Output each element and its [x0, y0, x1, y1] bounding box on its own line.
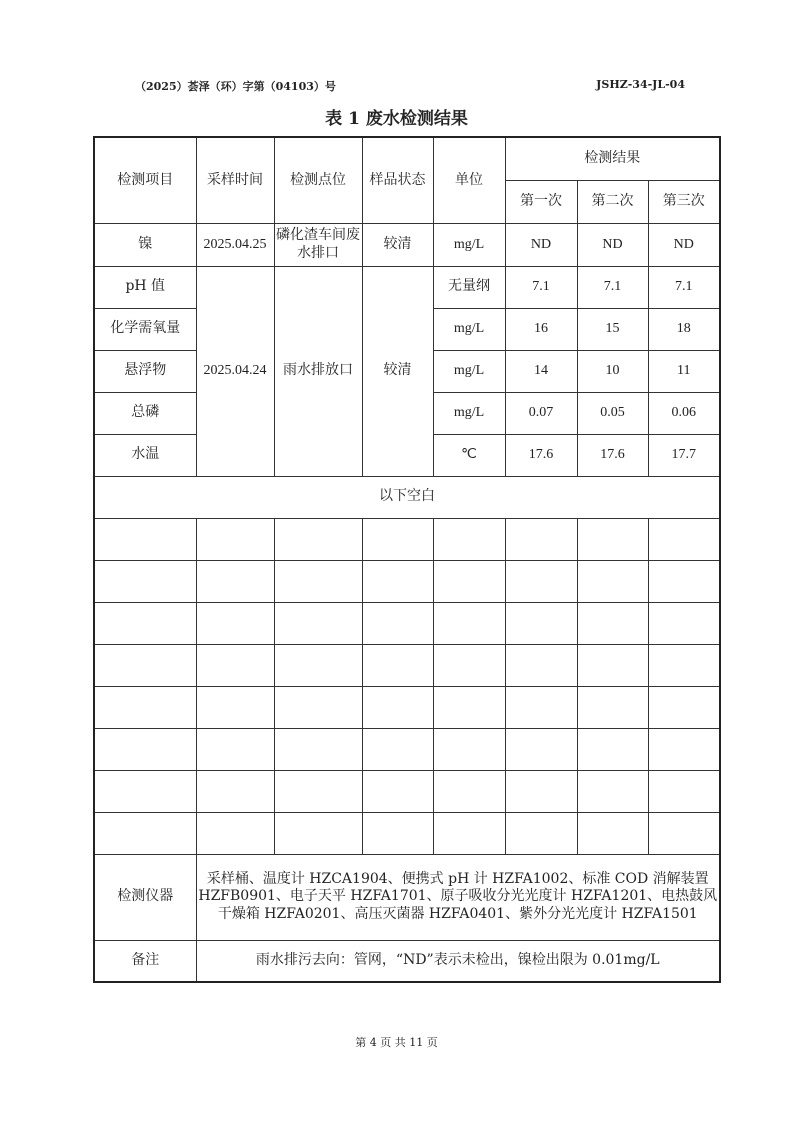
cell-unit: ℃: [433, 434, 505, 476]
cell-result-2: 7.1: [577, 266, 648, 308]
cell-result-2: 15: [577, 308, 648, 350]
cell-point: 雨水排放口: [274, 266, 362, 476]
report-number: （2025）荟泽（环）字第（04103）号: [135, 80, 336, 93]
cell-unit: mg/L: [433, 392, 505, 434]
results-table: [93, 136, 721, 983]
cell-result-1: 14: [505, 350, 577, 392]
cell-result-1: ND: [505, 223, 577, 266]
cell-item: 水温: [94, 434, 196, 476]
cell-unit: 无量纲: [433, 266, 505, 308]
table-title: 表 1 废水检测结果: [325, 109, 468, 129]
document-code: JSHZ-34-JL-04: [596, 78, 685, 91]
empty-row: [94, 602, 720, 644]
cell-result-2: ND: [577, 223, 648, 266]
cell-result-1: 17.6: [505, 434, 577, 476]
cell-unit: mg/L: [433, 350, 505, 392]
cell-state: 较清: [362, 223, 433, 266]
cell-unit: mg/L: [433, 223, 505, 266]
empty-row: [94, 518, 720, 560]
cell-result-3: 0.06: [648, 392, 720, 434]
header-sampling-time: 采样时间: [196, 137, 274, 223]
table-row-nickel: [94, 223, 720, 266]
header-first: 第一次: [505, 180, 577, 223]
cell-unit: mg/L: [433, 308, 505, 350]
cell-result-3: 7.1: [648, 266, 720, 308]
instruments-row: [94, 854, 720, 940]
cell-time: 2025.04.25: [196, 223, 274, 266]
instruments-text: 采样桶、温度计 HZCA1904、便携式 pH 计 HZFA1002、标准 COD 消解装置 HZFB0901、电子天平 HZFA1701、原子吸收分光光度计 HZFA1201、电热鼓风干燥箱 HZFA0201、高压灭菌器 HZFA0401、紫外分光光度计 HZFA1501: [196, 854, 720, 940]
instruments-label: 检测仪器: [94, 854, 196, 940]
cell-result-2: 17.6: [577, 434, 648, 476]
remark-text: 雨水排污去向：管网，“ND”表示未检出，镍检出限为 0.01mg/L: [196, 940, 720, 982]
header-unit: 单位: [433, 137, 505, 223]
table-row: [94, 266, 720, 308]
header-second: 第二次: [577, 180, 648, 223]
empty-row: [94, 728, 720, 770]
cell-result-2: 10: [577, 350, 648, 392]
cell-result-3: ND: [648, 223, 720, 266]
empty-row: [94, 812, 720, 854]
header-sampling-point: 检测点位: [274, 137, 362, 223]
cell-result-3: 18: [648, 308, 720, 350]
header-sample-state: 样品状态: [362, 137, 433, 223]
cell-result-2: 0.05: [577, 392, 648, 434]
cell-point: 磷化渣车间废水排口: [274, 223, 362, 266]
header-item: 检测项目: [94, 137, 196, 223]
empty-row: [94, 644, 720, 686]
blank-note-row: [94, 476, 720, 518]
empty-row: [94, 770, 720, 812]
remark-row: [94, 940, 720, 982]
cell-item: 总磷: [94, 392, 196, 434]
cell-result-1: 7.1: [505, 266, 577, 308]
page-footer: 第 4 页 共 11 页: [355, 1036, 438, 1049]
cell-result-1: 0.07: [505, 392, 577, 434]
header-results: 检测结果: [505, 137, 720, 180]
cell-state: 较清: [362, 266, 433, 476]
cell-item: 悬浮物: [94, 350, 196, 392]
header-row-1: [94, 137, 720, 180]
cell-time: 2025.04.24: [196, 266, 274, 476]
empty-row: [94, 560, 720, 602]
cell-item: 镍: [94, 223, 196, 266]
cell-result-3: 17.7: [648, 434, 720, 476]
cell-item: 化学需氧量: [94, 308, 196, 350]
remark-label: 备注: [94, 940, 196, 982]
header-third: 第三次: [648, 180, 720, 223]
cell-result-3: 11: [648, 350, 720, 392]
cell-result-1: 16: [505, 308, 577, 350]
blank-note: 以下空白: [94, 476, 720, 518]
empty-row: [94, 686, 720, 728]
cell-item: pH 值: [94, 266, 196, 308]
